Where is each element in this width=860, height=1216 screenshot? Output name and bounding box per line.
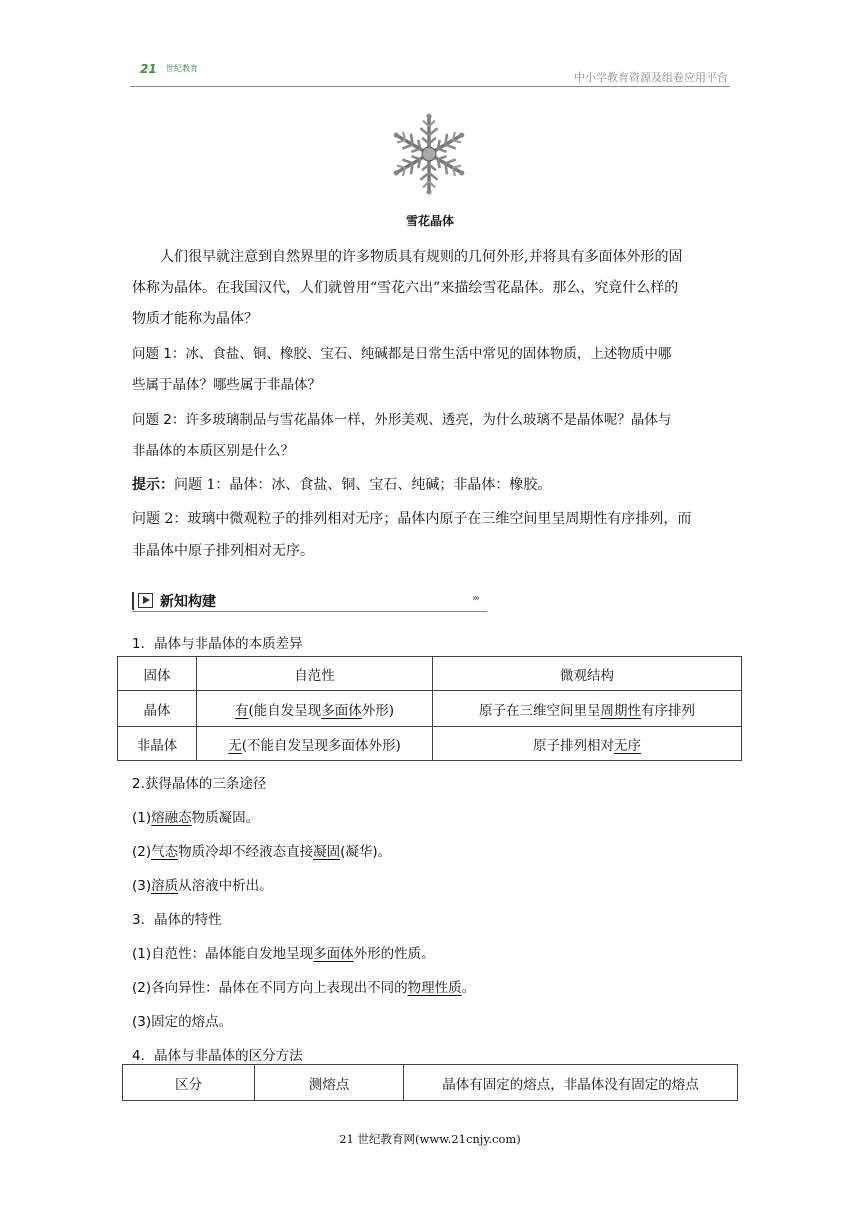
table-cell: 测熔点 (255, 1065, 404, 1101)
s2-title: 2.获得晶体的三条途径 (132, 776, 267, 792)
section-title: 新知构建 (160, 594, 216, 610)
play-icon (138, 593, 153, 608)
snowflake-image (386, 111, 472, 197)
intro-line-2: 体称为晶体。在我国汉代，人们就曾用“雪花六出”来描绘雪花晶体。那么，究竟什么样的 (132, 280, 679, 296)
essence-table (117, 656, 742, 761)
s3-title: 3．晶体的特性 (132, 912, 222, 928)
figure-caption: 雪花晶体 (405, 214, 454, 228)
logo-mark: 21 (140, 62, 157, 76)
section-header (132, 590, 487, 612)
table-row (118, 727, 742, 761)
table-cell: 有(能自发呈现多面体外形) (197, 691, 433, 727)
question-2-line-2: 非晶体的本质区别是什么？ (132, 443, 294, 459)
s2-item-3: (3)溶质从溶液中析出。 (132, 878, 273, 894)
table-header-row (118, 657, 742, 691)
hint-label: 提示： (132, 477, 174, 493)
table-cell: 区分 (123, 1065, 255, 1101)
s2-item-1: (1)熔融态物质凝固。 (132, 810, 260, 826)
table-cell: 晶体有固定的熔点，非晶体没有固定的熔点 (404, 1065, 738, 1101)
s3-item-1: (1)自范性：晶体能自发地呈现多面体外形的性质。 (132, 946, 435, 962)
logo-text: 世纪教育 (166, 64, 198, 73)
hint-line-1: 提示：问题 1：晶体：冰、食盐、铜、宝石、纯碱；非晶体：橡胶。 (132, 477, 552, 493)
question-1-line-1: 问题 1：冰、食盐、铜、橡胶、宝石、纯碱都是日常生活中常见的固体物质，上述物质中哪 (132, 346, 672, 362)
intro-line-3: 物质才能称为晶体？ (132, 311, 258, 327)
table-cell: 晶体 (118, 691, 197, 727)
table-cell: 原子排列相对无序 (433, 727, 742, 761)
s1-title: 1．晶体与非晶体的本质差异 (132, 636, 303, 652)
section-bar (132, 592, 134, 610)
header-divider (130, 86, 730, 87)
table-header-cell: 固体 (118, 657, 197, 691)
s2-item-2: (2)气态物质冷却不经液态直接凝固(凝华)。 (132, 844, 392, 860)
hint-line-3: 非晶体中原子排列相对无序。 (132, 543, 314, 559)
question-2-line-1: 问题 2：许多玻璃制品与雪花晶体一样，外形美观、透亮，为什么玻璃不是晶体呢？晶体与 (132, 412, 672, 428)
table-cell: 无(不能自发呈现多面体外形) (197, 727, 433, 761)
table-cell: 非晶体 (118, 727, 197, 761)
header-platform-name: 中小学教育资源及组卷应用平台 (574, 71, 728, 84)
hint-line-2: 问题 2：玻璃中微观粒子的排列相对无序；晶体内原子在三维空间里呈周期性有序排列，而 (132, 511, 692, 527)
question-1-line-2: 些属于晶体？哪些属于非晶体？ (132, 377, 321, 393)
intro-line-1: 人们很早就注意到自然界里的许多物质具有规则的几何外形,并将具有多面体外形的固 (160, 249, 683, 265)
chevron-right-icon: ››› (472, 593, 478, 604)
section-rule (132, 611, 487, 612)
s3-item-3: (3)固定的熔点。 (132, 1014, 233, 1030)
table-row (123, 1065, 738, 1101)
distinguish-table (122, 1064, 738, 1101)
table-row (118, 691, 742, 727)
page-footer: 21 世纪教育网(www.21cnjy.com) (339, 1132, 521, 1146)
brand-logo (140, 62, 202, 78)
s3-item-2: (2)各向异性：晶体在不同方向上表现出不同的物理性质。 (132, 980, 476, 996)
table-cell: 原子在三维空间里呈周期性有序排列 (433, 691, 742, 727)
table-header-cell: 微观结构 (433, 657, 742, 691)
s4-title: 4．晶体与非晶体的区分方法 (132, 1048, 303, 1064)
table-header-cell: 自范性 (197, 657, 433, 691)
